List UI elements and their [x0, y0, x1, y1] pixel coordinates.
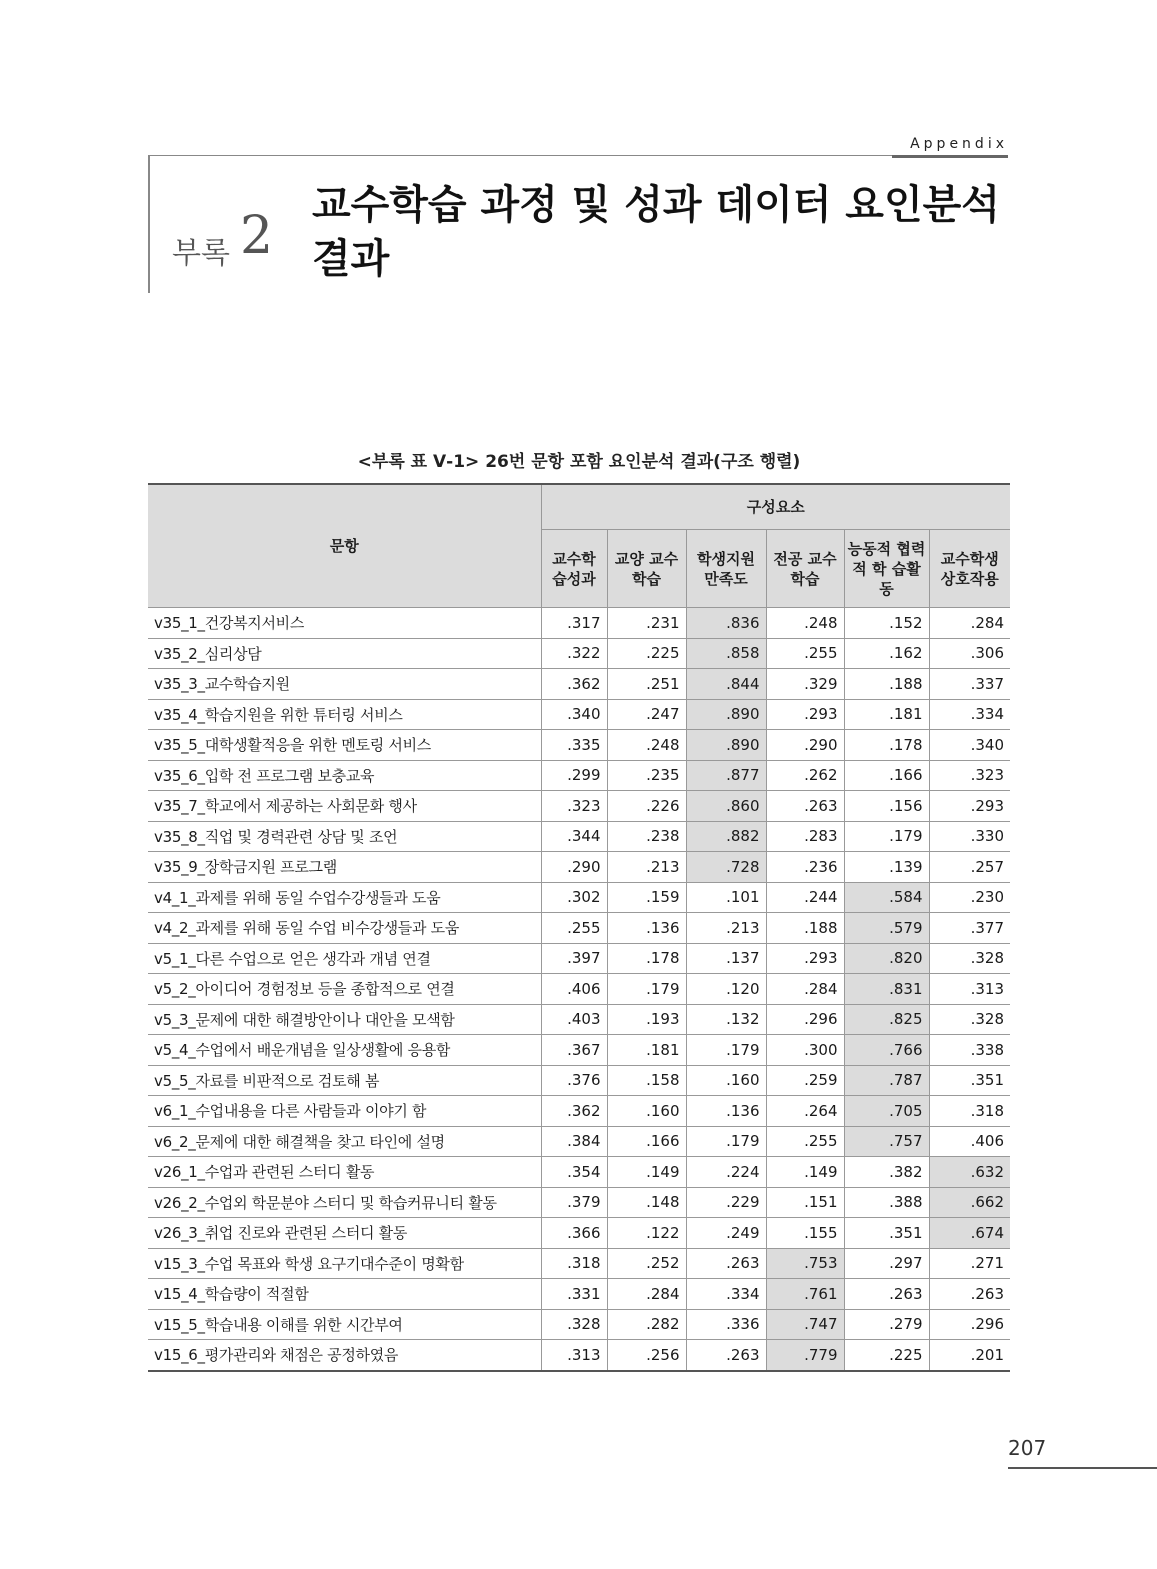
loading-value: .351 — [844, 1218, 929, 1249]
loading-value: .178 — [607, 943, 686, 974]
loading-value: .235 — [607, 760, 686, 791]
item-label: v4_1_과제를 위해 동일 수업수강생들과 도움 — [148, 882, 541, 913]
loading-value: .251 — [607, 669, 686, 700]
loading-value: .747 — [766, 1309, 844, 1340]
loading-value: .351 — [929, 1065, 1010, 1096]
table-row — [148, 1279, 1010, 1310]
item-label: v35_7_학교에서 제공하는 사회문화 행사 — [148, 791, 541, 822]
loading-value: .193 — [607, 1004, 686, 1035]
loading-value: .705 — [844, 1096, 929, 1127]
loading-value: .728 — [686, 852, 766, 883]
loading-value: .264 — [766, 1096, 844, 1127]
loading-value: .890 — [686, 730, 766, 761]
loading-value: .255 — [766, 1126, 844, 1157]
loading-value: .179 — [686, 1126, 766, 1157]
appendix-label: Appendix — [910, 136, 1008, 152]
loading-value: .179 — [686, 1035, 766, 1066]
chapter-number: 2 — [240, 206, 274, 266]
loading-value: .249 — [686, 1218, 766, 1249]
loading-value: .255 — [766, 638, 844, 669]
loading-value: .338 — [929, 1035, 1010, 1066]
table-row — [148, 1004, 1010, 1035]
loading-value: .236 — [766, 852, 844, 883]
loading-value: .179 — [607, 974, 686, 1005]
loading-value: .160 — [686, 1065, 766, 1096]
table-row — [148, 1065, 1010, 1096]
loading-value: .188 — [844, 669, 929, 700]
column-header: 교수학 습성과 — [541, 530, 607, 608]
loading-value: .263 — [686, 1248, 766, 1279]
table-row — [148, 913, 1010, 944]
loading-value: .397 — [541, 943, 607, 974]
loading-value: .160 — [607, 1096, 686, 1127]
loading-value: .155 — [766, 1218, 844, 1249]
loading-value: .779 — [766, 1340, 844, 1371]
loading-value: .820 — [844, 943, 929, 974]
loading-value: .362 — [541, 1096, 607, 1127]
loading-value: .229 — [686, 1187, 766, 1218]
loading-value: .224 — [686, 1157, 766, 1188]
item-label: v35_2_심리상담 — [148, 638, 541, 669]
factor-structure-table — [148, 483, 1010, 1372]
item-label: v6_2_문제에 대한 해결책을 찾고 타인에 설명 — [148, 1126, 541, 1157]
loading-value: .256 — [607, 1340, 686, 1371]
appendix-rule — [892, 155, 1008, 158]
loading-value: .263 — [929, 1279, 1010, 1310]
loading-value: .122 — [607, 1218, 686, 1249]
table-row — [148, 760, 1010, 791]
loading-value: .299 — [541, 760, 607, 791]
loading-value: .302 — [541, 882, 607, 913]
chapter-label: 부록 — [172, 236, 230, 271]
loading-value: .297 — [844, 1248, 929, 1279]
table-row — [148, 638, 1010, 669]
loading-value: .344 — [541, 821, 607, 852]
loading-value: .882 — [686, 821, 766, 852]
loading-value: .284 — [607, 1279, 686, 1310]
item-label: v35_8_직업 및 경력관련 상담 및 조언 — [148, 821, 541, 852]
loading-value: .367 — [541, 1035, 607, 1066]
loading-value: .188 — [766, 913, 844, 944]
loading-value: .259 — [766, 1065, 844, 1096]
item-label: v26_3_취업 진로와 관련된 스터디 활동 — [148, 1218, 541, 1249]
loading-value: .306 — [929, 638, 1010, 669]
loading-value: .181 — [607, 1035, 686, 1066]
column-header: 능동적 협력적 학 습활동 — [844, 530, 929, 608]
loading-value: .159 — [607, 882, 686, 913]
loading-value: .178 — [844, 730, 929, 761]
loading-value: .213 — [686, 913, 766, 944]
loading-value: .354 — [541, 1157, 607, 1188]
loading-value: .136 — [686, 1096, 766, 1127]
loading-value: .255 — [541, 913, 607, 944]
loading-value: .293 — [929, 791, 1010, 822]
loading-value: .757 — [844, 1126, 929, 1157]
loading-value: .831 — [844, 974, 929, 1005]
loading-value: .379 — [541, 1187, 607, 1218]
loading-value: .860 — [686, 791, 766, 822]
loading-value: .179 — [844, 821, 929, 852]
item-label: v5_1_다른 수업으로 얻은 생각과 개념 연결 — [148, 943, 541, 974]
loading-value: .101 — [686, 882, 766, 913]
loading-value: .238 — [607, 821, 686, 852]
loading-value: .362 — [541, 669, 607, 700]
loading-value: .382 — [844, 1157, 929, 1188]
loading-value: .284 — [766, 974, 844, 1005]
loading-value: .231 — [607, 608, 686, 639]
table-row — [148, 669, 1010, 700]
loading-value: .120 — [686, 974, 766, 1005]
item-label: v35_6_입학 전 프로그램 보충교육 — [148, 760, 541, 791]
loading-value: .890 — [686, 699, 766, 730]
table-row — [148, 1187, 1010, 1218]
table-row — [148, 1218, 1010, 1249]
column-header: 교양 교수학습 — [607, 530, 686, 608]
item-label: v35_1_건강복지서비스 — [148, 608, 541, 639]
column-header: 전공 교수학습 — [766, 530, 844, 608]
item-label: v4_2_과제를 위해 동일 수업 비수강생들과 도움 — [148, 913, 541, 944]
item-label: v5_3_문제에 대한 해결방안이나 대안을 모색함 — [148, 1004, 541, 1035]
table-row — [148, 882, 1010, 913]
loading-value: .181 — [844, 699, 929, 730]
loading-value: .787 — [844, 1065, 929, 1096]
loading-value: .166 — [607, 1126, 686, 1157]
loading-value: .149 — [607, 1157, 686, 1188]
table-row — [148, 821, 1010, 852]
page-rule — [1008, 1467, 1157, 1469]
loading-value: .766 — [844, 1035, 929, 1066]
loading-value: .318 — [929, 1096, 1010, 1127]
loading-value: .761 — [766, 1279, 844, 1310]
loading-value: .136 — [607, 913, 686, 944]
item-label: v15_3_수업 목표와 학생 요구기대수준이 명확함 — [148, 1248, 541, 1279]
loading-value: .213 — [607, 852, 686, 883]
loading-value: .328 — [929, 943, 1010, 974]
loading-value: .296 — [929, 1309, 1010, 1340]
loading-value: .579 — [844, 913, 929, 944]
loading-value: .139 — [844, 852, 929, 883]
loading-value: .148 — [607, 1187, 686, 1218]
loading-value: .257 — [929, 852, 1010, 883]
loading-value: .376 — [541, 1065, 607, 1096]
table-row — [148, 1096, 1010, 1127]
header-top-rule — [148, 155, 892, 156]
loading-value: .406 — [929, 1126, 1010, 1157]
loading-value: .293 — [766, 943, 844, 974]
loading-value: .836 — [686, 608, 766, 639]
loading-value: .271 — [929, 1248, 1010, 1279]
loading-value: .248 — [766, 608, 844, 639]
table-row — [148, 699, 1010, 730]
loading-value: .323 — [541, 791, 607, 822]
loading-value: .156 — [844, 791, 929, 822]
loading-value: .328 — [541, 1309, 607, 1340]
loading-value: .388 — [844, 1187, 929, 1218]
item-label: v35_5_대학생활적응을 위한 멘토링 서비스 — [148, 730, 541, 761]
item-label: v15_6_평가관리와 채점은 공정하였음 — [148, 1340, 541, 1371]
loading-value: .252 — [607, 1248, 686, 1279]
header-left-rule — [148, 155, 150, 293]
loading-value: .377 — [929, 913, 1010, 944]
loading-value: .340 — [541, 699, 607, 730]
loading-value: .330 — [929, 821, 1010, 852]
loading-value: .753 — [766, 1248, 844, 1279]
loading-value: .317 — [541, 608, 607, 639]
loading-value: .152 — [844, 608, 929, 639]
loading-value: .132 — [686, 1004, 766, 1035]
item-label: v5_4_수업에서 배운개념을 일상생활에 응용함 — [148, 1035, 541, 1066]
loading-value: .283 — [766, 821, 844, 852]
loading-value: .284 — [929, 608, 1010, 639]
loading-value: .406 — [541, 974, 607, 1005]
table-row — [148, 1126, 1010, 1157]
loading-value: .318 — [541, 1248, 607, 1279]
item-label: v6_1_수업내용을 다른 사람들과 이야기 함 — [148, 1096, 541, 1127]
loading-value: .335 — [541, 730, 607, 761]
table-row — [148, 974, 1010, 1005]
loading-value: .247 — [607, 699, 686, 730]
loading-value: .262 — [766, 760, 844, 791]
loading-value: .230 — [929, 882, 1010, 913]
loading-value: .329 — [766, 669, 844, 700]
loading-value: .279 — [844, 1309, 929, 1340]
loading-value: .877 — [686, 760, 766, 791]
loading-value: .263 — [844, 1279, 929, 1310]
loading-value: .248 — [607, 730, 686, 761]
loading-value: .366 — [541, 1218, 607, 1249]
loading-value: .290 — [766, 730, 844, 761]
loading-value: .858 — [686, 638, 766, 669]
loading-value: .384 — [541, 1126, 607, 1157]
loading-value: .328 — [929, 1004, 1010, 1035]
table-header-row — [148, 484, 1010, 530]
loading-value: .336 — [686, 1309, 766, 1340]
loading-value: .225 — [607, 638, 686, 669]
loading-value: .403 — [541, 1004, 607, 1035]
loading-value: .137 — [686, 943, 766, 974]
component-group-header: 구성요소 — [541, 484, 1010, 530]
table-row — [148, 1309, 1010, 1340]
loading-value: .334 — [686, 1279, 766, 1310]
loading-value: .162 — [844, 638, 929, 669]
chapter-title: 교수학습 과정 및 성과 데이터 요인분석 결과 — [312, 182, 1000, 282]
table-row — [148, 1157, 1010, 1188]
loading-value: .282 — [607, 1309, 686, 1340]
loading-value: .296 — [766, 1004, 844, 1035]
loading-value: .825 — [844, 1004, 929, 1035]
loading-value: .844 — [686, 669, 766, 700]
loading-value: .226 — [607, 791, 686, 822]
loading-value: .662 — [929, 1187, 1010, 1218]
item-label: v35_4_학습지원을 위한 튜터링 서비스 — [148, 699, 541, 730]
column-header: 교수학생 상호작용 — [929, 530, 1010, 608]
item-label: v15_4_학습량이 적절함 — [148, 1279, 541, 1310]
loading-value: .263 — [686, 1340, 766, 1371]
table-row — [148, 608, 1010, 639]
loading-value: .225 — [844, 1340, 929, 1371]
loading-value: .313 — [929, 974, 1010, 1005]
loading-value: .300 — [766, 1035, 844, 1066]
loading-value: .201 — [929, 1340, 1010, 1371]
item-label: v5_5_자료를 비판적으로 검토해 봄 — [148, 1065, 541, 1096]
column-header: 학생지원 만족도 — [686, 530, 766, 608]
item-label: v26_2_수업외 학문분야 스터디 및 학습커뮤니티 활동 — [148, 1187, 541, 1218]
table-row — [148, 1035, 1010, 1066]
loading-value: .158 — [607, 1065, 686, 1096]
page-number: 207 — [1008, 1436, 1047, 1460]
loading-value: .340 — [929, 730, 1010, 761]
loading-value: .244 — [766, 882, 844, 913]
loading-value: .166 — [844, 760, 929, 791]
loading-value: .337 — [929, 669, 1010, 700]
table-row — [148, 1248, 1010, 1279]
loading-value: .322 — [541, 638, 607, 669]
loading-value: .334 — [929, 699, 1010, 730]
table-row — [148, 943, 1010, 974]
item-label: v35_3_교수학습지원 — [148, 669, 541, 700]
item-label: v5_2_아이디어 경험정보 등을 종합적으로 연결 — [148, 974, 541, 1005]
table-body — [148, 608, 1010, 1371]
loading-value: .632 — [929, 1157, 1010, 1188]
loading-value: .313 — [541, 1340, 607, 1371]
item-label: v26_1_수업과 관련된 스터디 활동 — [148, 1157, 541, 1188]
item-label: v35_9_장학금지원 프로그램 — [148, 852, 541, 883]
table-row — [148, 730, 1010, 761]
loading-value: .323 — [929, 760, 1010, 791]
table-caption: <부록 표 Ⅴ-1> 26번 문항 포함 요인분석 결과(구조 행렬) — [357, 452, 801, 472]
loading-value: .149 — [766, 1157, 844, 1188]
table-row — [148, 791, 1010, 822]
table-row — [148, 1340, 1010, 1371]
item-column-header: 문항 — [148, 484, 541, 608]
loading-value: .293 — [766, 699, 844, 730]
loading-value: .151 — [766, 1187, 844, 1218]
table-row — [148, 852, 1010, 883]
loading-value: .331 — [541, 1279, 607, 1310]
loading-value: .674 — [929, 1218, 1010, 1249]
loading-value: .263 — [766, 791, 844, 822]
item-label: v15_5_학습내용 이해를 위한 시간부여 — [148, 1309, 541, 1340]
loading-value: .290 — [541, 852, 607, 883]
loading-value: .584 — [844, 882, 929, 913]
